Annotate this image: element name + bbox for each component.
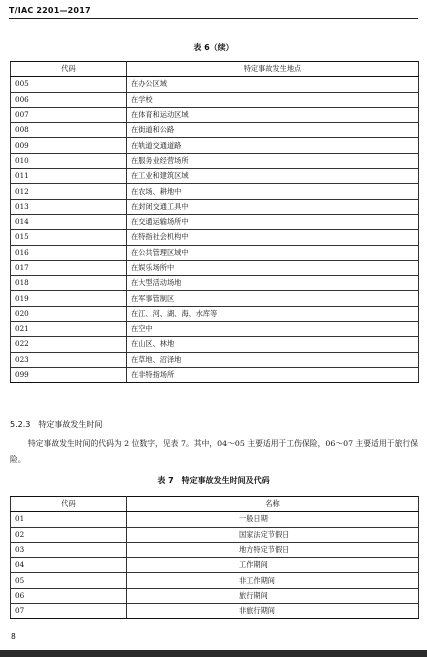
- table6-col-code: 代码: [11, 62, 127, 77]
- table6-cell-desc: 在服务业经营场所: [127, 153, 419, 168]
- table7-cell-name: 非工作期间: [127, 573, 419, 588]
- table7-header-row: [11, 497, 419, 512]
- table7-cell-code: 03: [11, 542, 127, 557]
- table6-cell-code: 023: [11, 352, 127, 367]
- table6-cell-code: 018: [11, 276, 127, 291]
- table7-row: [11, 588, 419, 603]
- table6-cell-desc: 在军事管制区: [127, 291, 419, 306]
- table6-row: [11, 260, 419, 275]
- table7-cell-name: 国家法定节假日: [127, 527, 419, 542]
- table6-cell-code: 016: [11, 245, 127, 260]
- table6-cell-desc: 在工业和建筑区域: [127, 169, 419, 184]
- table6-row: [11, 77, 419, 92]
- table6-cell-desc: 在山区、林地: [127, 337, 419, 352]
- table6-row: [11, 92, 419, 107]
- table6-cell-desc: 在特指社会机构中: [127, 230, 419, 245]
- table6-cell-desc: 在江、河、湖、海、水库等: [127, 306, 419, 321]
- table6-cell-code: 020: [11, 306, 127, 321]
- table6-cell-desc: 在草地、沼泽地: [127, 352, 419, 367]
- section-heading: [10, 419, 102, 430]
- table6-cell-code: 009: [11, 138, 127, 153]
- table6-cell-code: 099: [11, 367, 127, 382]
- table7-row: [11, 512, 419, 527]
- table6-cell-desc: 在公共管理区域中: [127, 245, 419, 260]
- table7-row: [11, 527, 419, 542]
- table6-header-row: [11, 62, 419, 77]
- table6-cell-desc: 在交通运输场所中: [127, 214, 419, 229]
- table7-col-name: 名称: [127, 497, 419, 512]
- standard-code: T/IAC 2201—2017: [9, 6, 91, 15]
- table6-cell-code: 005: [11, 77, 127, 92]
- table6-cell-code: 007: [11, 107, 127, 122]
- table6-cell-code: 017: [11, 260, 127, 275]
- table6-row: [11, 153, 419, 168]
- table6-cell-code: 019: [11, 291, 127, 306]
- table6-cell-code: 022: [11, 337, 127, 352]
- table7-cell-name: 地方特定节假日: [127, 542, 419, 557]
- table6-cell-code: 013: [11, 199, 127, 214]
- table6: [10, 61, 419, 383]
- table6-cell-code: 006: [11, 92, 127, 107]
- table6-cell-desc: 在娱乐场所中: [127, 260, 419, 275]
- table6-row: [11, 276, 419, 291]
- table6-row: [11, 123, 419, 138]
- table6-row: [11, 367, 419, 382]
- table6-cell-desc: 在体育和运动区域: [127, 107, 419, 122]
- table6-row: [11, 138, 419, 153]
- section-title: 特定事故发生时间: [38, 420, 103, 429]
- table7-cell-name: 工作期间: [127, 558, 419, 573]
- table7-row: [11, 573, 419, 588]
- table7-cell-name: 一般日期: [127, 512, 419, 527]
- table6-row: [11, 337, 419, 352]
- table6-row: [11, 352, 419, 367]
- section-paragraph: 特定事故发生时间的代码为 2 位数字，见表 7。其中，04～05 主要适用于工伤保险，06～07 主要适用于旅行保险。: [10, 439, 418, 464]
- header-rule: [9, 18, 418, 19]
- table7-row: [11, 604, 419, 619]
- table6-caption: 表 6（续）: [193, 43, 234, 52]
- table6-cell-code: 011: [11, 169, 127, 184]
- bottom-bar: [0, 650, 427, 657]
- table7: [10, 496, 419, 619]
- table6-cell-code: 015: [11, 230, 127, 245]
- table6-row: [11, 306, 419, 321]
- table7-cell-code: 04: [11, 558, 127, 573]
- table6-cell-code: 008: [11, 123, 127, 138]
- table6-cell-desc: 在封闭交通工具中: [127, 199, 419, 214]
- table6-cell-desc: 在街道和公路: [127, 123, 419, 138]
- table6-row: [11, 107, 419, 122]
- table6-cell-code: 010: [11, 153, 127, 168]
- table6-row: [11, 230, 419, 245]
- table6-cell-desc: 在农场、耕地中: [127, 184, 419, 199]
- table7-row: [11, 558, 419, 573]
- section-number: 5.2.3: [10, 420, 31, 429]
- table7-cell-code: 05: [11, 573, 127, 588]
- table6-cell-code: 021: [11, 322, 127, 337]
- page-number: 8: [11, 632, 16, 641]
- table7-cell-name: 非旅行期间: [127, 604, 419, 619]
- table6-cell-desc: 在非特指场所: [127, 367, 419, 382]
- table6-row: [11, 245, 419, 260]
- table7-col-code: 代码: [11, 497, 127, 512]
- table6-cell-desc: 在办公区域: [127, 77, 419, 92]
- table6-cell-desc: 在学校: [127, 92, 419, 107]
- table6-col-desc: 特定事故发生地点: [127, 62, 419, 77]
- table6-row: [11, 199, 419, 214]
- table6-row: [11, 169, 419, 184]
- table7-cell-code: 01: [11, 512, 127, 527]
- table6-cell-code: 012: [11, 184, 127, 199]
- table7-cell-code: 02: [11, 527, 127, 542]
- table7-cell-code: 07: [11, 604, 127, 619]
- table6-row: [11, 291, 419, 306]
- table7-cell-name: 旅行期间: [127, 588, 419, 603]
- table7-caption: 表 7 特定事故发生时间及代码: [157, 476, 270, 485]
- table6-cell-code: 014: [11, 214, 127, 229]
- table6-row: [11, 322, 419, 337]
- table6-cell-desc: 在空中: [127, 322, 419, 337]
- table6-row: [11, 184, 419, 199]
- table6-cell-desc: 在大型活动场地: [127, 276, 419, 291]
- table7-row: [11, 542, 419, 557]
- table7-cell-code: 06: [11, 588, 127, 603]
- table6-cell-desc: 在轨道交通道路: [127, 138, 419, 153]
- table6-row: [11, 214, 419, 229]
